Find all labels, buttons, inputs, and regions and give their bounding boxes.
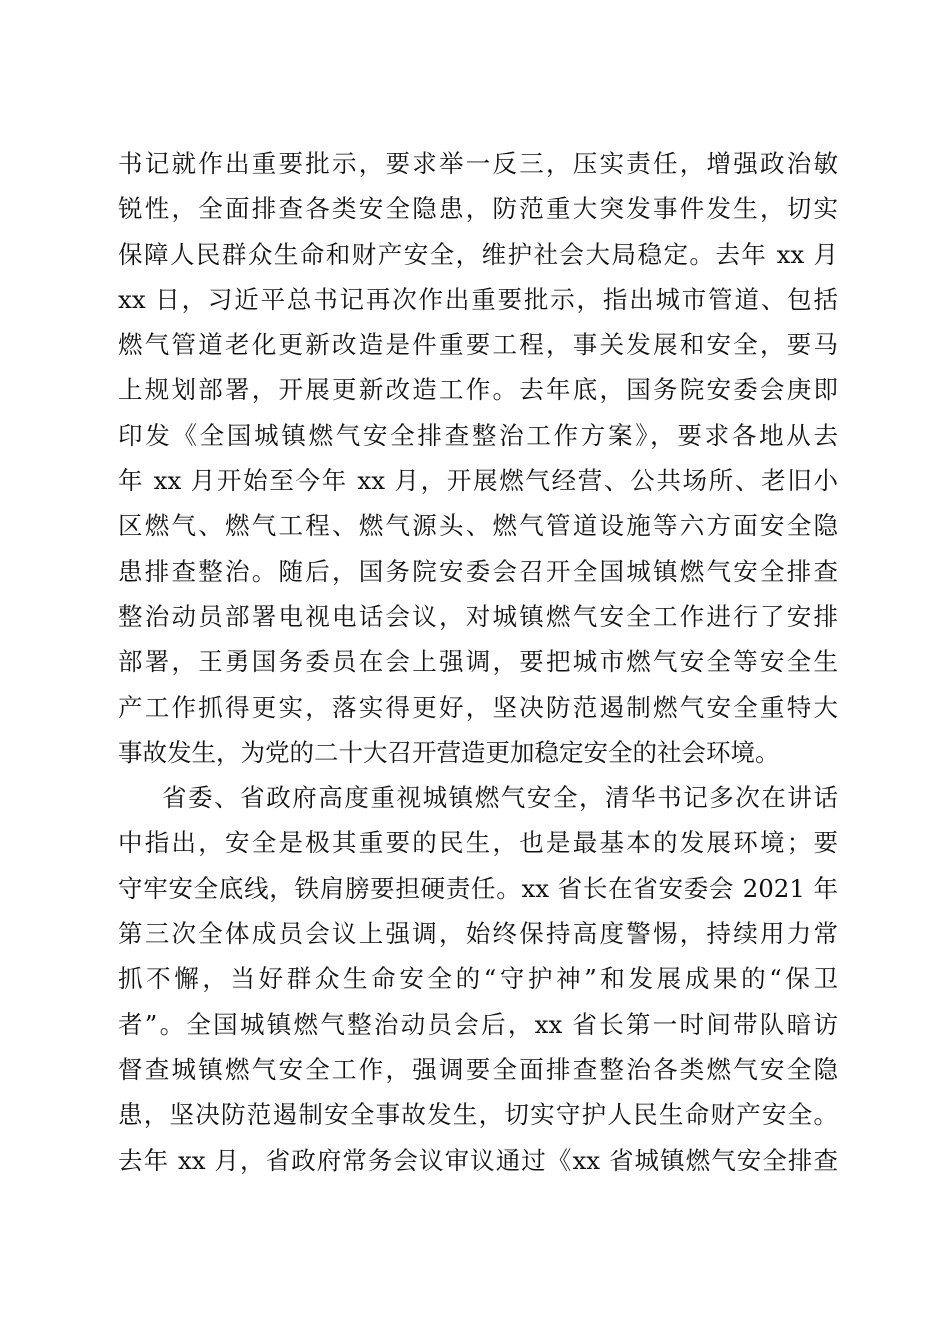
text-line: 者”。全国城镇燃气整治动员会后，xx 省长第一时间带队暗访 (118, 1009, 838, 1039)
text-line: 整治动员部署电视电话会议，对城镇燃气安全工作进行了安排 (118, 601, 838, 631)
text-line: 患，坚决防范遏制安全事故发生，切实守护人民生命财产安全。 (118, 1100, 838, 1130)
text-line: xx 日，习近平总书记再次作出重要批示，指出城市管道、包括 (118, 284, 838, 314)
text-line: 燃气管道老化更新改造是件重要工程，事关发展和安全，要马 (118, 330, 838, 360)
text-line: 中指出，安全是极其重要的民生，也是最基本的发展环境；要 (118, 828, 838, 858)
text-line: 第三次全体成员会议上强调，始终保持高度警惕，持续用力常 (118, 919, 838, 949)
text-line: 年 xx 月开始至今年 xx 月，开展燃气经营、公共场所、老旧小 (118, 466, 838, 496)
text-line: 抓不懈，当好群众生命安全的“守护神”和发展成果的“保卫 (118, 964, 838, 994)
paragraph-start-line: 省委、省政府高度重视城镇燃气安全，清华书记多次在讲话 (162, 783, 838, 813)
text-line: 产工作抓得更实，落实得更好，坚决防范遏制燃气安全重特大 (118, 692, 838, 722)
text-line: 印发《全国城镇燃气安全排查整治工作方案》，要求各地从去 (118, 420, 838, 450)
text-line: 督查城镇燃气安全工作，强调要全面排查整治各类燃气安全隐 (118, 1054, 838, 1084)
text-line: 书记就作出重要批示，要求举一反三，压实责任，增强政治敏 (118, 149, 838, 178)
text-line: 上规划部署，开展更新改造工作。去年底，国务院安委会庚即 (118, 375, 838, 405)
text-line: 事故发生，为党的二十大召开营造更加稳定安全的社会环境。 (118, 737, 780, 767)
text-line: 患排查整治。随后，国务院安委会召开全国城镇燃气安全排查 (118, 556, 838, 586)
text-line: 去年 xx 月，省政府常务会议审议通过《xx 省城镇燃气安全排查 (118, 1145, 838, 1175)
text-line: 锐性，全面排查各类安全隐患，防范重大突发事件发生，切实 (118, 194, 838, 224)
text-line: 区燃气、燃气工程、燃气源头、燃气管道设施等六方面安全隐 (118, 511, 838, 541)
text-line: 守牢安全底线，铁肩膀要担硬责任。xx 省长在省安委会 2021 年 (118, 873, 838, 903)
body-text (118, 141, 838, 1183)
text-line: 保障人民群众生命和财产安全，维护社会大局稳定。去年 xx 月 (118, 239, 838, 269)
text-line: 部署，王勇国务委员在会上强调，要把城市燃气安全等安全生 (118, 647, 838, 677)
